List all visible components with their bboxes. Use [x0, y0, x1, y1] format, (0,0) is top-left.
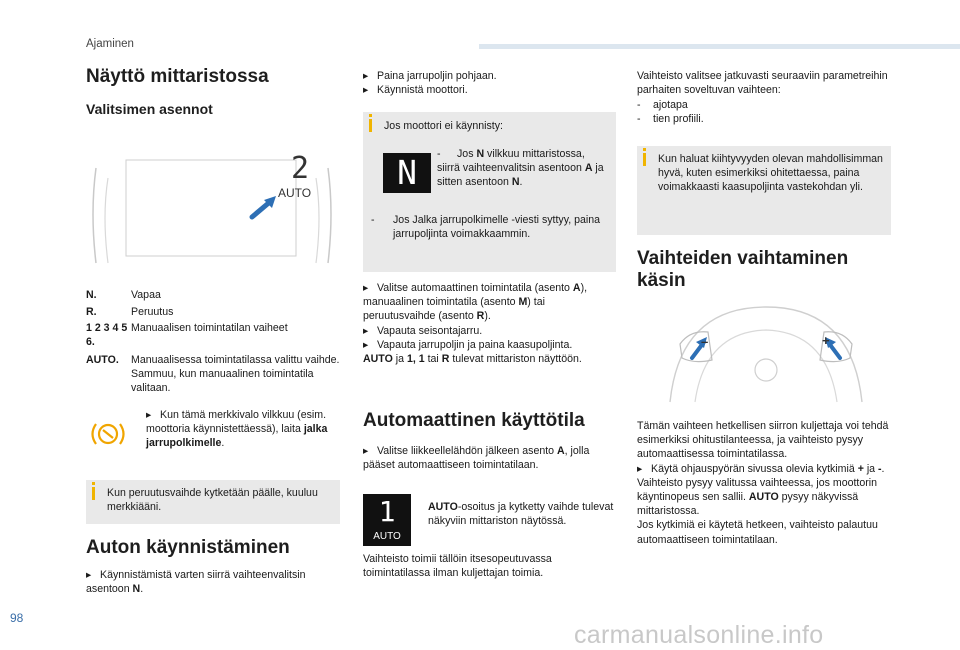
intro-text: Vaihteisto valitsee jatkuvasti seuraaviin parametreihin parhaiten soveltuvan vaihteen: [637, 70, 888, 97]
header-bar [479, 44, 960, 49]
auto-title: Automaattinen käyttötila [363, 410, 585, 431]
auto-para: Vaihteisto toimii tällöin itsesopeutuvassa toimintatilassa ilman kuljettajan toimia. [363, 553, 552, 580]
page-number: 98 [10, 611, 24, 625]
brake-warning-icon [88, 420, 128, 448]
steering-wheel-illustration [660, 302, 872, 408]
manual-text: Tämän vaihteen hetkellisen siirron kuljettaja voi tehdä esimerkiksi ohitustilanteessa, ja vaihteisto pysyy automaattisessa toimintatilassa. ▸ Käytä ohjauspyörän sivussa olevia kytkimiä + ja -. Vaihteisto pysyy valitussa vaihteessa, jos moottorin käyntinopeus sen sallii. AUTO pysyy näkyvissä mittaristossa. Jos kytkimiä ei käytetä hetkeen, vaihteisto palautuu automaattiseen toimintatilaan. [637, 419, 895, 547]
brake-item: - Jos Jalka jarrupolkimelle -viesti syttyy, paina jarrupoljinta voimakkaammin. [371, 214, 601, 241]
no-start-note-box [363, 112, 616, 272]
paddle-minus-label: – [701, 334, 709, 349]
section-subtitle: Valitsimen asennot [86, 101, 213, 117]
step-item: ▸ Vapauta seisontajarru. [363, 324, 483, 337]
note-head: Jos moottori ei käynnisty: [384, 120, 503, 132]
step-list [363, 281, 617, 366]
auto-desc: AUTO-osoitus ja kytketty vaihde tulevat näkyviin mittariston näytössä. [428, 501, 614, 528]
step-item: ▸ Vapauta jarrupoljin ja paina kaasupoljinta. [363, 338, 573, 351]
step-item: ▸ Käynnistä moottori. [363, 84, 468, 97]
reverse-note-box: Kun peruutusvaihde kytketään päälle, kuuluu merkkiääni. [86, 480, 340, 524]
section-label: Ajaminen [86, 38, 134, 50]
start-title: Auton käynnistäminen [86, 537, 290, 558]
display-mode: AUTO [278, 186, 312, 200]
step-list-top [363, 69, 613, 97]
step-item: ▸ Käytä ohjauspyörän sivussa olevia kytkimiä + ja -. [637, 462, 885, 475]
n-item: - Jos N vilkkuu mittaristossa, siirrä vaihteenvalitsin asentoon A ja sitten asentoon N. [437, 148, 604, 189]
list-item: - ajotapa [637, 99, 688, 111]
brake-note: ▸ Kun tämä merkkivalo vilkkuu (esim. moottoria käynnistettäessä), laita jalka jarrupolkimelle. [146, 409, 328, 450]
shown-text: AUTO ja 1, 1 tai R tulevat mittariston näyttöön. [363, 353, 582, 366]
step-item: ▸ Paina jarrupoljin pohjaan. [363, 70, 497, 82]
paddle-plus-label: + [822, 333, 830, 348]
step-item: ▸ Valitse automaattinen toimintatila (asento A), manuaalinen toimintatila (asento M) tai peruutusvaihde (asento R). [363, 282, 588, 323]
n-letter-icon: N [383, 153, 431, 193]
watermark: carmanualsonline.info [574, 621, 824, 649]
brand-logo-icon [755, 359, 777, 381]
auto-step: ▸ Valitse liikkeellelähdön jälkeen asento A, jolla pääset automaattiseen toimintatilaan. [363, 445, 590, 472]
acceleration-note-box: Kun haluat kiihtyvyyden olevan mahdollisimman hyvä, kuten esimerkiksi ohitettaessa, paina voimakkaasti kaasupoljinta vastekohdan yli. [637, 146, 891, 235]
param-list [637, 98, 892, 126]
page-title: Näyttö mittaristossa [86, 66, 269, 87]
start-text: ▸ Käynnistämistä varten siirrä vaihteenvalitsin asentoon N. [86, 569, 306, 596]
list-item: - tien profiili. [637, 113, 704, 126]
auto-gear-icon: 1 AUTO [363, 494, 411, 546]
manual-title: Vaihteiden vaihtaminen käsin [637, 248, 849, 291]
display-gear: 2 [291, 151, 310, 186]
instrument-display-illustration [86, 151, 338, 268]
